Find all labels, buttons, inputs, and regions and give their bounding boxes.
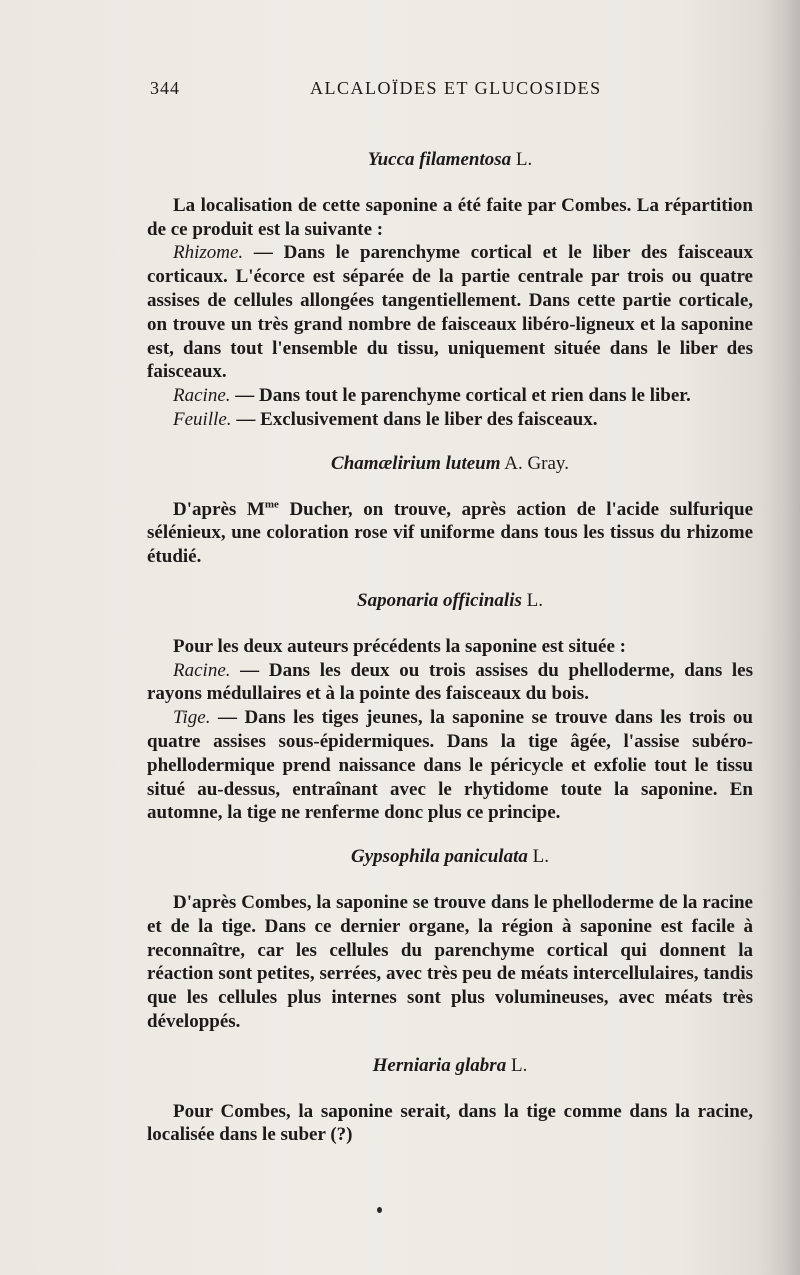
text-feuille: — Exclusivement dans le liber des faisceaux. xyxy=(231,408,598,430)
ink-dot xyxy=(377,1207,382,1213)
text-b: Ducher, on trouve, après action de l'acide sulfurique sélénieux, une coloration rose vif uniforme dans tous les tissus du rhizome étudié. xyxy=(147,498,753,568)
paragraph-saponaria-tige xyxy=(147,706,753,825)
running-title: ALCALOÏDES ET GLUCOSIDES xyxy=(310,78,602,98)
lead-feuille: Feuille. xyxy=(173,408,232,430)
text-racine: — Dans tout le parenchyme cortical et rien dans le liber. xyxy=(230,385,691,407)
species-name: Saponaria officinalis xyxy=(357,589,522,611)
section-title-chamaelirium xyxy=(147,452,753,476)
species-name: Herniaria glabra xyxy=(372,1054,507,1076)
species-author: L. xyxy=(526,589,543,611)
page-edge-shadow xyxy=(760,0,800,1275)
paragraph-yucca-racine xyxy=(147,384,753,408)
paragraph-herniaria: Pour Combes, la saponine serait, dans la tige comme dans la racine, localisée dans le suber (?) xyxy=(147,1100,753,1146)
species-author: A. Gray. xyxy=(504,452,569,474)
species-name: Yucca filamentosa xyxy=(367,149,512,170)
section-title-herniaria xyxy=(147,1054,753,1078)
species-author: L. xyxy=(532,846,549,868)
species-name: Gypsophila paniculata xyxy=(351,846,528,868)
lead-rhizome: Rhizome. xyxy=(173,242,244,264)
paragraph-gypsophila: D'après Combes, la saponine se trouve dans le phelloderme de la racine et de la tige. Dans ce dernier organe, la région à saponine est facile à reconnaître, car les cellules du parenchyme cortical qui donnent la réaction sont petites, serrées, avec très peu de méats intercellulaires, tandis que les cellules plus internes sont plus volumineuses, avec méats très développés. xyxy=(147,891,753,1032)
text-racine: — Dans les deux ou trois assises du phelloderme, dans les rayons médullaires et à la pointe des faisceaux du bois. xyxy=(147,659,753,705)
lead-tige: Tige. xyxy=(173,707,211,729)
text-rhizome: — Dans le parenchyme cortical et le liber des faisceaux corticaux. L'écorce est séparée de la partie centrale par trois ou quatre assises de cellules allongées tangentiellement. Dans cette partie corticale, on trouve un très grand nombre de faisceaux libéro-ligneux et la saponine est, dans tout l'ensemble du tissu, uniquement située dans le liber des faisceaux. xyxy=(147,242,753,383)
page-body xyxy=(147,148,753,1147)
paragraph-yucca-feuille xyxy=(147,408,753,432)
paragraph-yucca-rhizome xyxy=(147,241,753,384)
section-title-yucca xyxy=(147,148,753,172)
lead-racine: Racine. xyxy=(173,385,231,407)
species-name: Chamælirium luteum xyxy=(331,452,501,474)
lead-racine: Racine. xyxy=(173,659,231,681)
text-sup: me xyxy=(264,498,279,511)
paragraph-chamaelirium xyxy=(147,498,753,569)
page-number: 344 xyxy=(150,78,180,98)
paragraph-saponaria-racine xyxy=(147,659,753,707)
text-tige: — Dans les tiges jeunes, la saponine se trouve dans les trois ou quatre assises sous-épidermiques. Dans la tige âgée, l'assise subéro-phellodermique prend naissance dans le péricycle et exfolie tout le tissu situé au-dessus, entraînant avec le rhytidome toute la saponine. En automne, la tige ne renferme donc plus ce principe. xyxy=(147,707,753,824)
text-a: D'après M xyxy=(173,498,265,520)
species-author: L. xyxy=(510,1054,528,1076)
species-author: L. xyxy=(515,149,533,170)
paragraph-saponaria-intro: Pour les deux auteurs précédents la saponine est située : xyxy=(173,635,626,657)
paragraph-yucca-intro: La localisation de cette saponine a été faite par Combes. La répartition de ce produit est la suivante : xyxy=(147,194,753,240)
section-title-gypsophila xyxy=(147,845,753,869)
section-title-saponaria xyxy=(147,589,753,613)
